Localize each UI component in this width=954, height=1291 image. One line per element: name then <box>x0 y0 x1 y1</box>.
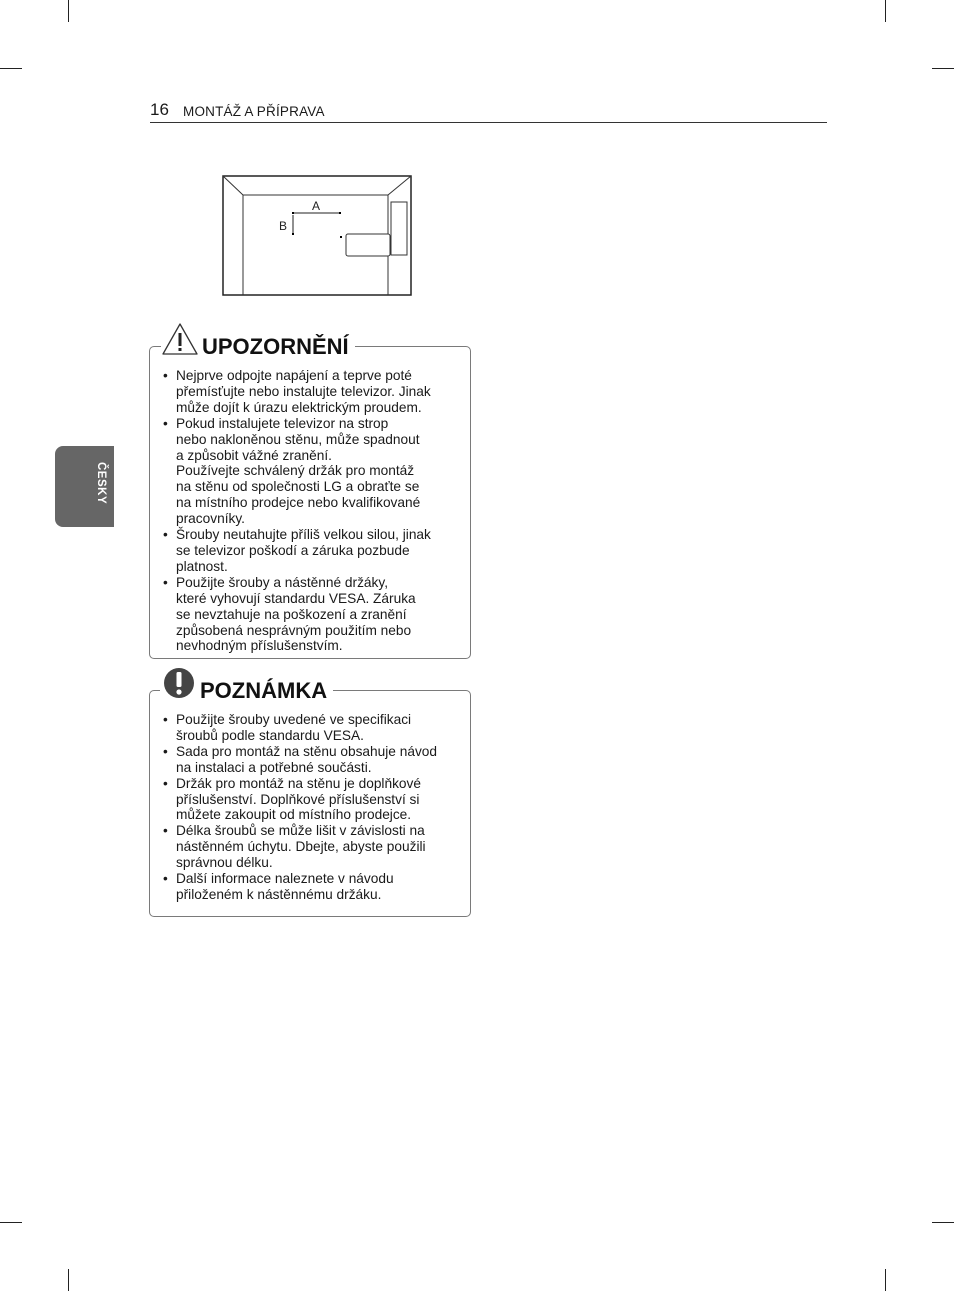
page-number: 16 <box>150 100 169 119</box>
crop-mark <box>68 0 69 22</box>
warning-triangle-icon <box>161 322 199 356</box>
list-item: • Další informace naleznete v návodu přiloženém k nástěnnému držáku. <box>162 871 456 903</box>
list-item: • Pokud instalujete televizor na strop nebo nakloněnou stěnu, může spadnout a způsobit vážné zranění. Používejte schválený držák pro montáž na stěnu od společnosti LG a obraťte se na místního prodejce nebo kvalifikované pracovníky. <box>162 416 456 527</box>
crop-mark <box>68 1269 69 1291</box>
list-item: • Držák pro montáž na stěnu je doplňkové příslušenství. Doplňkové příslušenství si můžete zakoupit od místního prodejce. <box>162 776 456 824</box>
note-box <box>149 690 471 917</box>
note-list <box>162 712 456 903</box>
crop-mark <box>932 1222 954 1223</box>
list-item: • Šrouby neutahujte příliš velkou silou, jinak se televizor poškodí a záruka pozbude platnost. <box>162 527 456 575</box>
language-tab-label: ČESKY <box>95 462 107 505</box>
dimension-label-b: B <box>279 219 288 233</box>
exclamation-circle-icon <box>160 666 198 700</box>
crop-mark <box>0 1222 22 1223</box>
list-item: • Sada pro montáž na stěnu obsahuje návod na instalaci a potřebné součásti. <box>162 744 456 776</box>
dimension-label-a: A <box>312 199 321 213</box>
note-title: POZNÁMKA <box>196 678 333 704</box>
list-item: • Délka šroubů se může lišit v závislosti na nástěnném úchytu. Dbejte, abyste použili správnou délku. <box>162 823 456 871</box>
crop-mark <box>885 0 886 22</box>
crop-mark <box>885 1269 886 1291</box>
list-item: • Použijte šrouby a nástěnné držáky, které vyhovují standardu VESA. Záruka se nevztahuje na poškození a zranění způsobená nesprávným použitím nebo nevhodným příslušenstvím. <box>162 575 456 655</box>
caution-list <box>162 368 456 654</box>
list-item: • Nejprve odpojte napájení a teprve poté přemísťujte nebo instalujte televizor. Jinak může dojít k úrazu elektrickým proudem. <box>162 368 456 416</box>
crop-mark <box>932 68 954 69</box>
tv-back-diagram <box>222 175 412 297</box>
crop-mark <box>0 68 22 69</box>
list-item: • Použijte šrouby uvedené ve specifikaci šroubů podle standardu VESA. <box>162 712 456 744</box>
caution-title: UPOZORNĚNÍ <box>198 334 355 360</box>
section-title: MONTÁŽ A PŘÍPRAVA <box>183 104 325 119</box>
page-header <box>150 100 827 123</box>
caution-box <box>149 346 471 659</box>
language-tab <box>55 446 114 527</box>
